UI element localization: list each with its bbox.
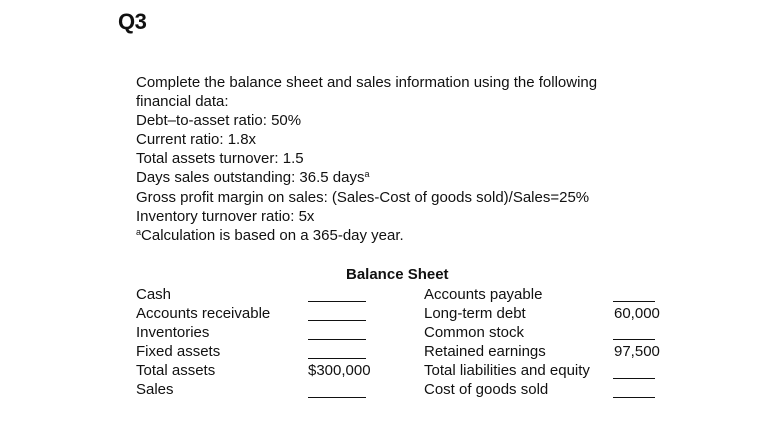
label-cash: Cash <box>136 286 172 303</box>
value-long-term-debt: 60,000 <box>614 305 660 322</box>
footnote-line <box>136 226 656 245</box>
footnote-marker-note: a <box>136 226 142 237</box>
footnote-text: Calculation is based on a 365-day year. <box>141 226 404 244</box>
blank-accounts-payable <box>613 301 655 302</box>
blank-cost-of-goods-sold <box>613 397 655 398</box>
days-sales-outstanding: Days sales outstanding: 36.5 days <box>136 169 365 187</box>
blank-total-liabilities-and-equity <box>613 378 655 379</box>
total-assets-turnover: Total assets turnover: 1.5 <box>136 150 304 168</box>
blank-accounts-receivable <box>308 320 366 321</box>
label-cost-of-goods-sold: Cost of goods sold <box>424 381 549 398</box>
label-sales: Sales <box>136 381 174 398</box>
days-sales-outstanding-line <box>136 168 656 187</box>
footnote-marker: a <box>364 169 370 180</box>
label-accounts-receivable: Accounts receivable <box>136 305 271 322</box>
gross-profit-margin: Gross profit margin on sales: (Sales-Cost of goods sold)/Sales=25% <box>136 188 590 206</box>
label-fixed-assets: Fixed assets <box>136 343 221 360</box>
debt-to-asset-ratio: Debt–to-asset ratio: 50% <box>136 112 302 130</box>
value-total-assets: $300,000 <box>308 362 371 379</box>
label-accounts-payable: Accounts payable <box>424 286 543 303</box>
label-retained-earnings: Retained earnings <box>424 343 546 360</box>
blank-sales <box>308 397 366 398</box>
question-label: Q3 <box>118 9 147 34</box>
label-common-stock: Common stock <box>424 324 525 341</box>
label-inventories: Inventories <box>136 324 210 341</box>
label-total-assets: Total assets <box>136 362 216 379</box>
blank-fixed-assets <box>308 358 366 359</box>
label-long-term-debt: Long-term debt <box>424 305 526 322</box>
label-total-liabilities-and-equity: Total liabilities and equity <box>424 362 590 379</box>
value-retained-earnings: 97,500 <box>614 343 660 360</box>
blank-inventories <box>308 339 366 340</box>
balance-sheet-title: Balance Sheet <box>346 266 449 283</box>
current-ratio: Current ratio: 1.8x <box>136 131 257 149</box>
problem-intro: Complete the balance sheet and sales information using the following financial data: <box>136 74 598 111</box>
blank-common-stock <box>613 339 655 340</box>
blank-cash <box>308 301 366 302</box>
inventory-turnover-ratio: Inventory turnover ratio: 5x <box>136 207 315 225</box>
problem-statement <box>136 73 656 245</box>
